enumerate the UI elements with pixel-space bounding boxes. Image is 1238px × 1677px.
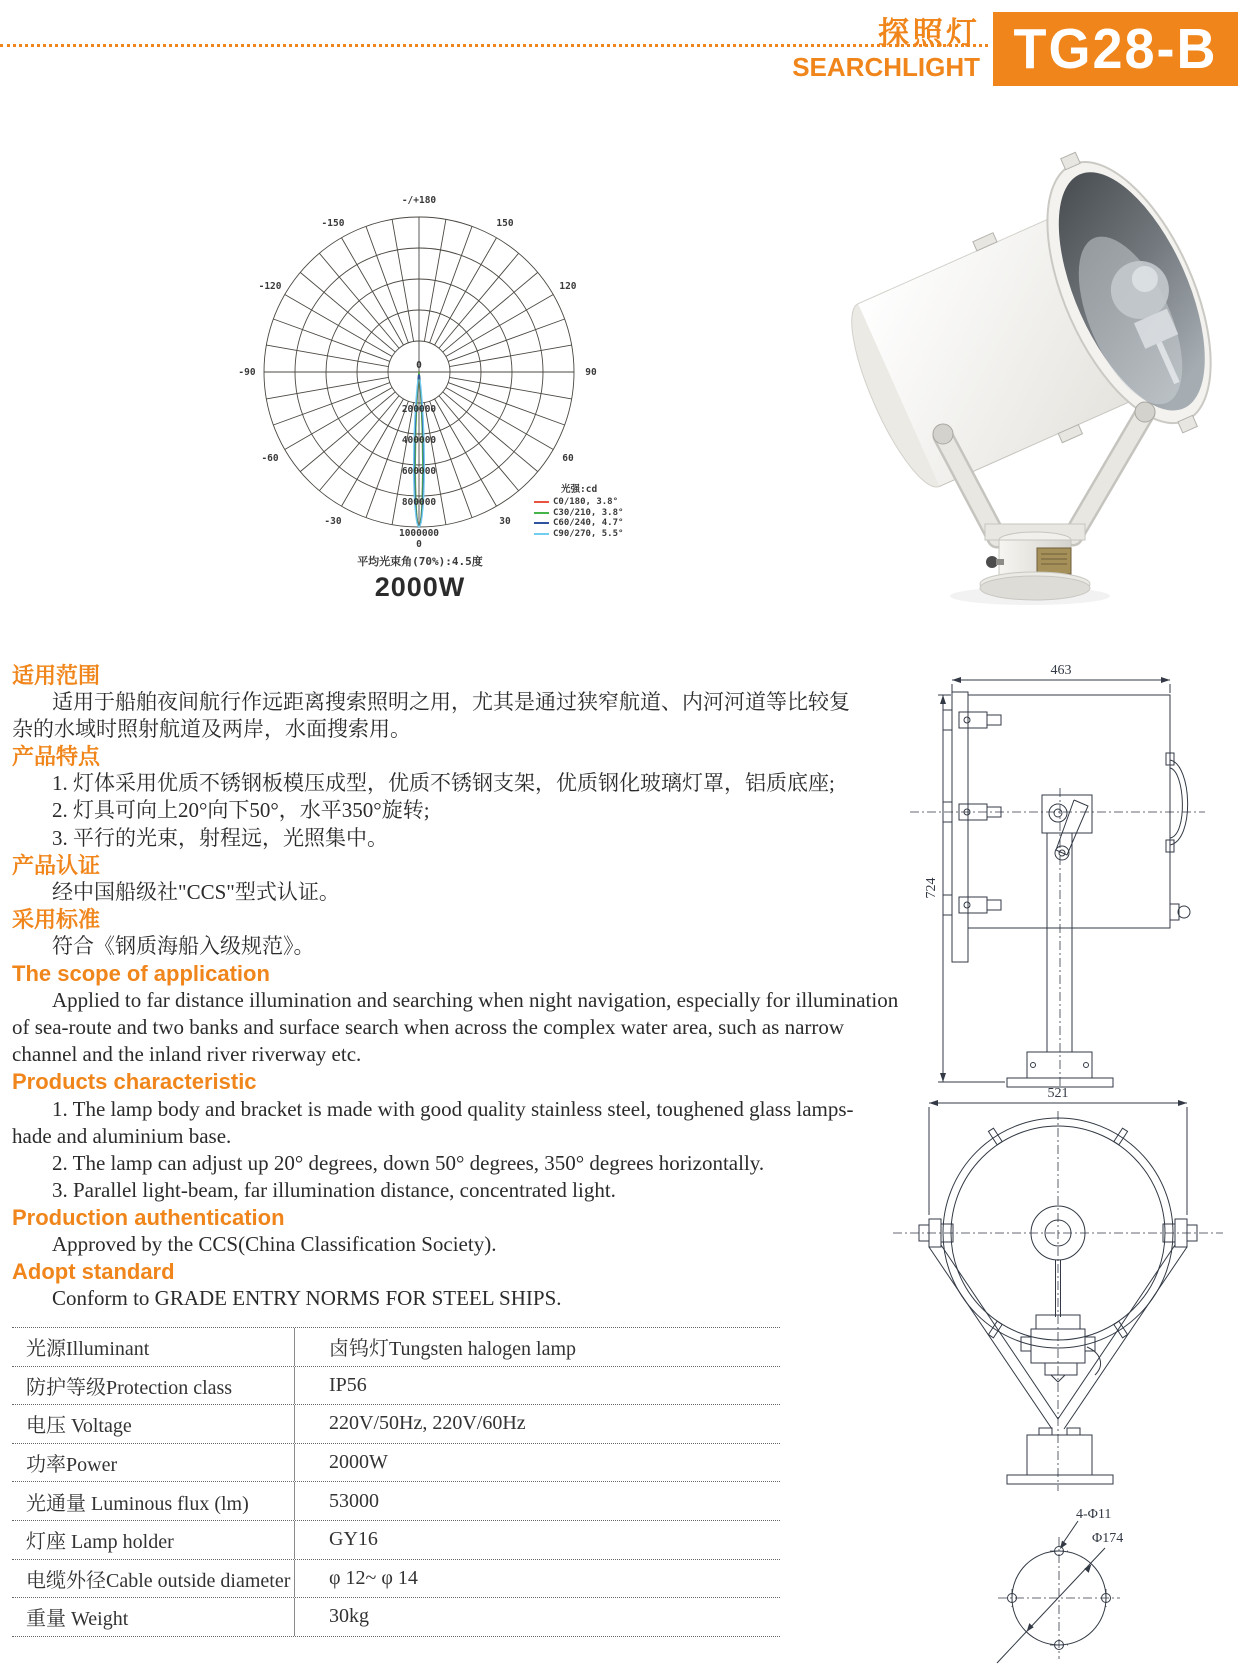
chart-caption: 平均光束角(70%):4.5度 (357, 555, 483, 568)
dim-width: 463 (1050, 663, 1072, 678)
spec-row (12, 1367, 780, 1406)
spec-row (12, 1405, 780, 1444)
angle-label: -90 (238, 367, 256, 378)
section-heading: 采用标准 (12, 906, 101, 932)
spec-row (12, 1521, 780, 1560)
spec-row (12, 1598, 780, 1637)
angle-label: -/+180 (401, 195, 437, 206)
model-number: TG28-B (1013, 17, 1218, 81)
spec-row (12, 1444, 780, 1483)
spec-label: 功率Power (12, 1444, 295, 1482)
model-badge (993, 12, 1238, 86)
section-heading: 适用范围 (12, 663, 101, 688)
angle-label: 0 (416, 539, 422, 550)
section-line: channel and the inland river riverway etc. (12, 1042, 362, 1067)
section-line: 3. Parallel light-beam, far illumination distance, concentrated light. (52, 1177, 616, 1202)
section-heading: 产品特点 (12, 744, 101, 770)
section-line: hade and aluminium base. (12, 1123, 232, 1148)
radial-tick-label: 600000 (401, 466, 437, 477)
angle-label: -150 (321, 218, 345, 230)
section-line: 杂的水域时照射航道及两岸，水面搜索用。 (12, 717, 411, 742)
spec-row (12, 1328, 780, 1367)
legend-swatch (534, 522, 549, 524)
legend-label: C30/210, 3.8° (553, 507, 624, 518)
legend-label: C90/270, 5.5° (553, 529, 624, 540)
spec-value: φ 12~ φ 14 (329, 1566, 418, 1589)
section-heading: The scope of application (12, 961, 270, 987)
legend-title: 光强:cd (561, 484, 598, 495)
section-line: 3. 平行的光束，射程远，光照集中。 (52, 825, 388, 850)
spec-value: IP56 (329, 1373, 367, 1396)
angle-label: -120 (258, 281, 282, 292)
legend-swatch (534, 501, 549, 503)
legend-entry (534, 529, 654, 540)
latch-clamp (943, 895, 1001, 915)
spec-value: 2000W (329, 1451, 388, 1474)
angle-label: 90 (585, 367, 597, 378)
spec-label: 灯座 Lamp holder (12, 1521, 295, 1559)
chart-title: 2000W (374, 572, 466, 602)
radial-tick-label: 1000000 (398, 528, 440, 539)
drawing-front-view (855, 1085, 1238, 1495)
latch-clamp (943, 802, 1001, 822)
spec-value: 53000 (329, 1489, 379, 1512)
section-line: 2. The lamp can adjust up 20° degrees, down 50° degrees, 350° degrees horizontally. (52, 1150, 765, 1175)
spec-value: GY16 (329, 1528, 378, 1551)
legend-label: C0/180, 3.8° (553, 497, 619, 508)
spec-label: 光源Illuminant (12, 1328, 295, 1366)
name-plate (1037, 548, 1071, 574)
spec-label: 光通量 Luminous flux (lm) (12, 1482, 295, 1520)
section-line: Conform to GRADE ENTRY NORMS FOR STEEL SHIPS. (52, 1286, 562, 1311)
section-line: Approved by the CCS(China Classification Society). (52, 1231, 497, 1256)
spec-value: 220V/50Hz, 220V/60Hz (329, 1412, 526, 1435)
drawing-side-view (855, 610, 1238, 1095)
legend-swatch (534, 512, 549, 514)
header-dotted-rule (0, 44, 988, 47)
angle-label: 120 (559, 281, 577, 292)
spec-value: 卤钨灯Tungsten halogen lamp (329, 1338, 577, 1361)
radial-tick-label: 200000 (401, 404, 437, 415)
section-line: 2. 灯具可向上20°向下50°，水平350°旋转; (52, 798, 430, 823)
section-line: of sea-route and two banks and surface search when across the complex water area, such as narrow (12, 1015, 845, 1040)
product-photo (815, 118, 1238, 610)
section-line: 1. 灯体采用优质不锈钢板模压成型，优质不锈钢支架，优质钢化玻璃灯罩，铝质底座; (52, 771, 835, 796)
radial-tick-label: 400000 (401, 435, 437, 446)
angle-label: 60 (562, 453, 574, 464)
drawing-base-flange (940, 1492, 1238, 1677)
searchlight-drum (815, 130, 1238, 543)
spec-row (12, 1560, 780, 1599)
legend-entry (534, 497, 654, 508)
spec-label: 电缆外径Cable outside diameter (12, 1560, 295, 1598)
dim-width: 521 (1047, 1086, 1069, 1101)
spec-row (12, 1482, 780, 1521)
dim-height: 724 (924, 877, 939, 899)
holes-label: 4-Φ11 (1076, 1507, 1112, 1522)
angle-label: 150 (496, 218, 514, 230)
legend-entry (534, 508, 654, 519)
angle-label: -30 (324, 515, 342, 527)
section-heading: 产品认证 (12, 852, 101, 878)
section-heading: Production authentication (12, 1204, 285, 1230)
radial-tick-label: 0 (416, 360, 422, 371)
page-title-en: SEARCHLIGHT (792, 52, 980, 82)
radial-tick-label: 800000 (401, 497, 437, 508)
angle-label: 30 (499, 515, 511, 527)
legend-entry (534, 518, 654, 529)
chart-legend (534, 481, 654, 539)
spec-label: 防护等级Protection class (12, 1367, 295, 1405)
section-line: Applied to far distance illumination and searching when night navigation, especially for illumination (52, 988, 899, 1013)
bolt-circle-label: Φ174 (1092, 1531, 1124, 1546)
section-line: 经中国船级社"CCS"型式认证。 (52, 879, 340, 904)
angle-label: -60 (261, 453, 279, 464)
spec-table (12, 1327, 780, 1637)
section-heading: Adopt standard (12, 1259, 175, 1285)
section-line: 适用于船舶夜间航行作远距离搜索照明之用，尤其是通过狭窄航道、内河河道等比较复 (52, 690, 850, 715)
spec-label: 重量 Weight (12, 1598, 295, 1636)
legend-label: C60/240, 4.7° (553, 518, 624, 529)
latch-clamp (943, 710, 1001, 730)
page-title-cn: 探照灯 (878, 16, 980, 51)
legend-swatch (534, 533, 549, 535)
spec-value: 30kg (329, 1605, 369, 1628)
text-sections (12, 662, 952, 1312)
section-heading: Products characteristic (12, 1069, 257, 1095)
section-line: 1. The lamp body and bracket is made with good quality stainless steel, toughened glass lamps- (52, 1096, 854, 1121)
section-line: 符合《钢质海船入级规范》。 (52, 933, 315, 958)
spec-label: 电压 Voltage (12, 1405, 295, 1443)
